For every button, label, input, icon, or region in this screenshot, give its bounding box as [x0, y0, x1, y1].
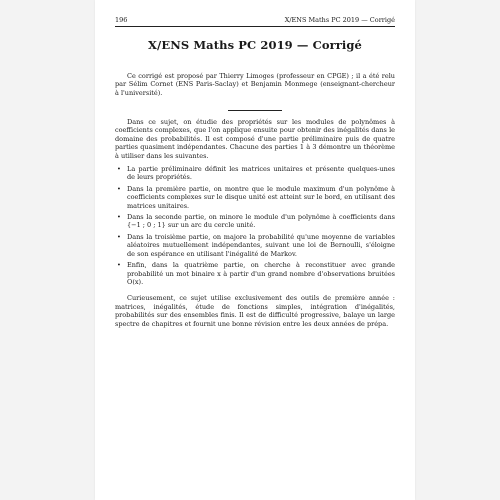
body-paragraph: Curieusement, ce sujet utilise exclusivement des outils de première année : matrices, inégalités, étude de fonctions simples, intégration d'inégalités, probabilités sur des ensembles finis. Il est de difficulté progressive, balaye un large spectre de chapitres et fournit une bonne révision entre les deux années de prépa.: [115, 294, 395, 328]
bullet-icon: •: [117, 232, 121, 241]
body-paragraph: Dans ce sujet, on étudie des propriétés sur les modules de polynômes à coefficients complexes, que l'on applique ensuite pour obtenir des inégalités dans le domaine des probabilités. Il est composé d'une partie préliminaire puis de quatre parties quasiment indépendantes. Chacune des parties 1 à 3 démontre un théorème à utiliser dans les suivantes.: [115, 118, 395, 160]
list-item-text: Enfin, dans la quatrième partie, on cherche à reconstituer avec grande probabilité un mot binaire x à partir d'un grand nombre d'observations bruitées O(x).: [127, 261, 395, 286]
list-item: [115, 213, 395, 230]
list-item-text: Dans la première partie, on montre que le module maximum d'un polynôme à coefficients complexes sur le disque unité est atteint sur le bord, en utilisant des matrices unitaires.: [127, 184, 395, 210]
bullet-icon: •: [117, 184, 121, 193]
list-item: [115, 261, 395, 286]
list-item: [115, 185, 395, 210]
bullet-icon: •: [117, 213, 121, 222]
running-head: [115, 16, 395, 24]
list-item: [115, 165, 395, 182]
bullet-icon: •: [117, 261, 121, 270]
page-title: X/ENS Maths PC 2019 — Corrigé: [148, 38, 362, 52]
page-number: 196: [115, 16, 128, 24]
list-item-text: Dans la troisième partie, on majore la probabilité qu'une moyenne de variables aléatoires mutuellement indépendantes, suivant une loi de Bernoulli, s'éloigne de son espérance en utilisant l'inégalité de Markov.: [127, 232, 395, 258]
list-item: [115, 233, 395, 258]
separator-rule: [228, 110, 282, 111]
list-item-text: Dans la seconde partie, on minore le module d'un polynôme à coefficients dans {−1 ; 0 ; 1} sur un arc du cercle unité.: [127, 213, 395, 230]
list-item-text: La partie préliminaire définit les matrices unitaires et présente quelques-unes de leurs propriétés.: [127, 165, 395, 182]
bullet-icon: •: [117, 165, 121, 174]
running-title: X/ENS Maths PC 2019 — Corrigé: [284, 16, 395, 24]
header-rule: [115, 26, 395, 27]
book-page: [95, 0, 415, 500]
body-text: [115, 118, 395, 328]
intro-paragraph: Ce corrigé est proposé par Thierry Limoges (professeur en CPGE) ; il a été relu par Sélim Cornet (ENS Paris-Saclay) et Benjamin Monmege (enseignant-chercheur à l'université).: [115, 72, 395, 97]
bullet-list: [115, 165, 395, 286]
